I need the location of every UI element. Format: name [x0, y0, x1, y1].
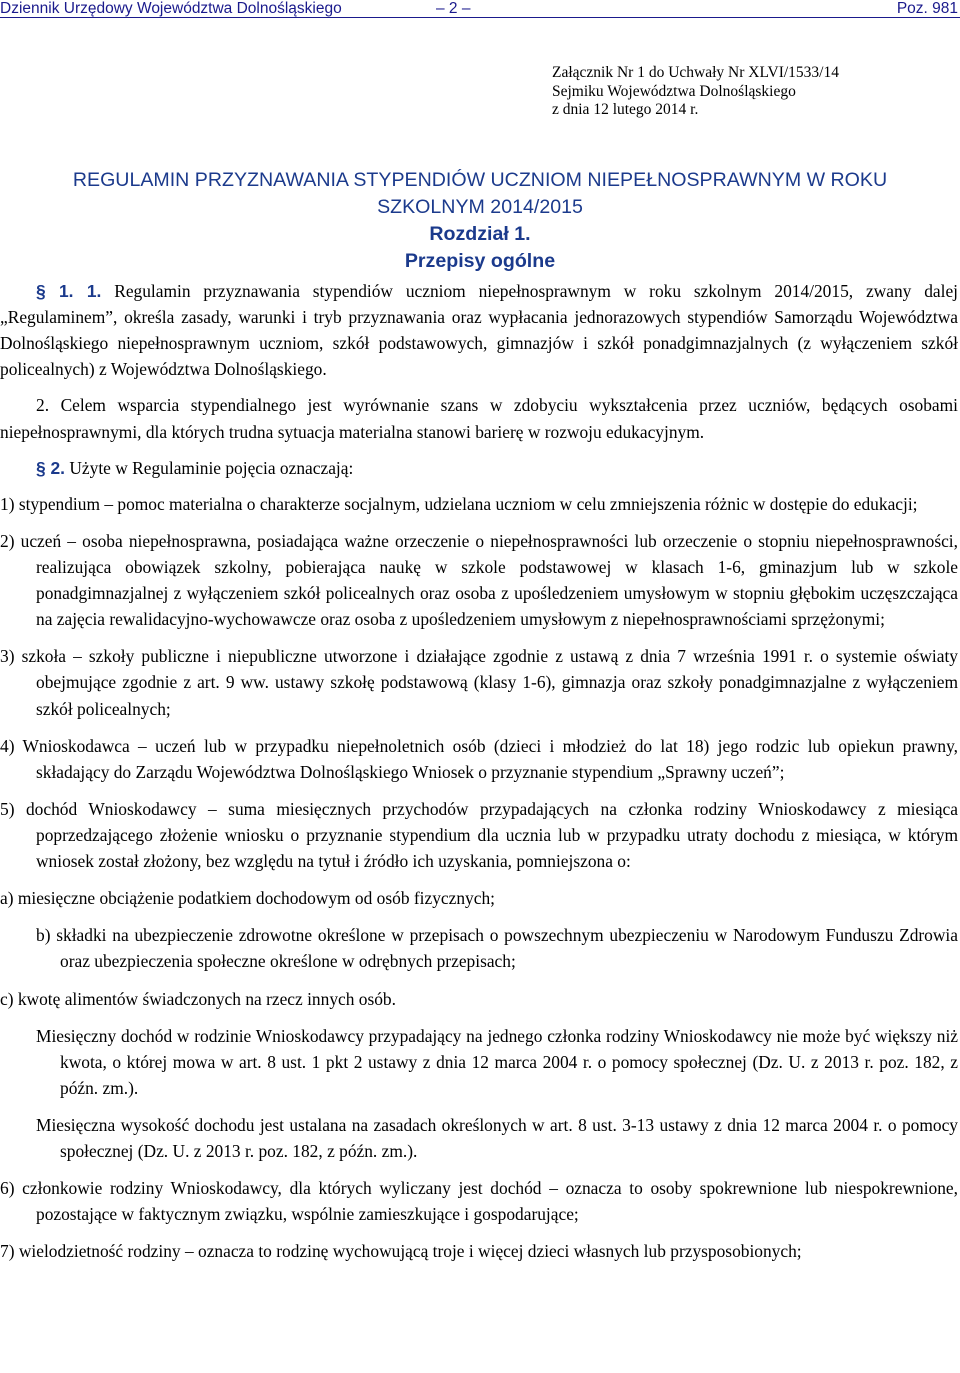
annex-line-1: Załącznik Nr 1 do Uchwały Nr XLVI/1533/14: [552, 64, 839, 81]
document-title: [0, 167, 960, 275]
annex-line-2: Sejmiku Województwa Dolnośląskiego: [552, 82, 796, 100]
deduction-subitem: b) składki na ubezpieczenie zdrowotne określone w przepisach o powszechnym ubezpieczeniu w Narodowym Funduszu Zdrowia oraz ubezpieczenia społeczne określone w odrębnych przepisach;: [36, 925, 958, 972]
chapter-name: Przepisy ogólne: [404, 250, 556, 272]
definition-item: 3) szkoła – szkoły publiczne i niepubliczne utworzone i działające zgodnie z ustawą z dnia 7 września 1991 r. o systemie oświaty obejmujące zgodnie z art. 9 ww. ustawy szkołę podstawową (klasy 1-6), gimnazja oraz szkoły ponadgimnazjalne z wyłączeniem szkół policealnych;: [0, 646, 958, 719]
section-1-text-1: Regulamin przyznawania stypendiów uczniom niepełnosprawnym w roku szkolnym 2014/2015, zwany dalej „Regulaminem”, określa zasady, warunki i tryb przyznawania oraz wypłacania jednorazowych stypendiów Samorządu Województwa Dolnośląskiego niepełnosprawnym uczniom, szkół podstawowych, gimnazjów i szkół ponadgimnazjalnych (z wyłączeniem szkół policealnych) z Województwa Dolnośląskiego.: [0, 281, 959, 380]
section-1-number-2: 2.: [36, 395, 50, 416]
document-body: [0, 278, 958, 1276]
section-2-intro: [0, 455, 958, 481]
section-1-number: § 1. 1.: [36, 281, 102, 301]
title-line-1: REGULAMIN PRZYZNAWANIA STYPENDIÓW UCZNIOM NIEPEŁNOSPRAWNYM W ROKU: [72, 169, 888, 191]
section-1-text-2: Celem wsparcia stypendialnego jest wyrównanie szans w zdobyciu wykształcenia przez uczniów, będących osobami niepełnosprawnymi, dla których trudna sytuacja materialna stanowi barierę w rozwoju edukacyjnym.: [0, 395, 958, 442]
title-line-2: SZKOLNYM 2014/2015: [377, 196, 583, 218]
page-header: [0, 0, 960, 18]
deduction-subitem: c) kwotę alimentów świadczonych na rzecz innych osób.: [0, 988, 396, 1009]
income-note: Miesięczny dochód w rodzinie Wnioskodawcy przypadający na jednego członka rodziny Wnioskodawcy nie może być większy niż kwota, o której mowa w art. 8 ust. 1 pkt 2 ustawy z dnia 12 marca 2004 r. o pomocy społecznej (Dz. U. z 2013 r. poz. 182, z późn. zm.).: [36, 1025, 958, 1098]
definition-item: 7) wielodzietność rodziny – oznacza to rodzinę wychowującą troje i więcej dzieci własnych lub przysposobionych;: [0, 1241, 802, 1262]
section-1-paragraph-1: [0, 278, 958, 382]
section-2-number: § 2.: [36, 457, 66, 478]
definition-item: 2) uczeń – osoba niepełnosprawna, posiadająca ważne orzeczenie o niepełnosprawności lub orzeczenie o stopniu niepełnosprawności, realizująca obowiązek szkolny, pobierająca naukę w szkole podstawowej w klasach 1-6, gminazjum lub w szkole ponadgimnazjalnej z wyłączeniem szkół policealnych oraz osoba z upośledzeniem umysłowym w stopniu głębokim uczęszczająca na zajęcia rewalidacyjno-wychowawcze oraz osoba z upośledzeniem umysłowym z niepełnosprawnościami sprzężonymi;: [0, 530, 958, 630]
annex-line-3: z dnia 12 lutego 2014 r.: [552, 101, 699, 118]
section-2-text: Użyte w Regulaminie pojęcia oznaczają:: [69, 457, 354, 478]
deduction-subitem: a) miesięczne obciążenie podatkiem dochodowym od osób fizycznych;: [0, 888, 495, 909]
annex-note: [552, 64, 839, 120]
income-note: Miesięczna wysokość dochodu jest ustalana na zasadach określonych w art. 8 ust. 3-13 ustawy z dnia 12 marca 2004 r. o pomocy społecznej (Dz. U. z 2013 r. poz. 182, z późn. zm.).: [36, 1114, 958, 1162]
definition-item: 5) dochód Wnioskodawcy – suma miesięcznych przychodów przypadających na członka rodziny Wnioskodawcy z miesiąca poprzedzającego złożenie wniosku o przyznanie stypendium dla ucznia lub w przypadku utraty dochodu z miesiąca, w którym wniosek został złożony, bez względu na tytuł i źródło ich uzyskania, pomniejszona o:: [0, 798, 958, 872]
position-number: Poz. 981: [896, 0, 958, 17]
page-number: – 2 –: [436, 0, 471, 17]
journal-title: Dziennik Urzędowy Województwa Dolnośląskiego: [0, 0, 342, 17]
section-1-paragraph-2: [0, 392, 958, 444]
definition-item: 4) Wnioskodawca – uczeń lub w przypadku niepełnoletnich osób (dzieci i młodzież do lat 18) jego rodzic lub opiekun prawny, składający do Zarządu Województwa Dolnośląskiego Wniosek o przyznanie stypendium „Sprawny uczeń”;: [0, 735, 958, 782]
definition-item: 1) stypendium – pomoc materialna o charakterze socjalnym, udzielana uczniom w celu zmniejszenia różnic w dostępie do edukacji;: [0, 493, 918, 514]
definition-item: 6) członkowie rodziny Wnioskodawcy, dla których wyliczany jest dochód – oznacza to osoby spokrewnione lub niespokrewnione, pozostające w faktycznym związku, wspólnie zamieszkujące i gospodarujące;: [0, 1178, 958, 1225]
chapter-heading: Rozdział 1.: [429, 223, 531, 245]
